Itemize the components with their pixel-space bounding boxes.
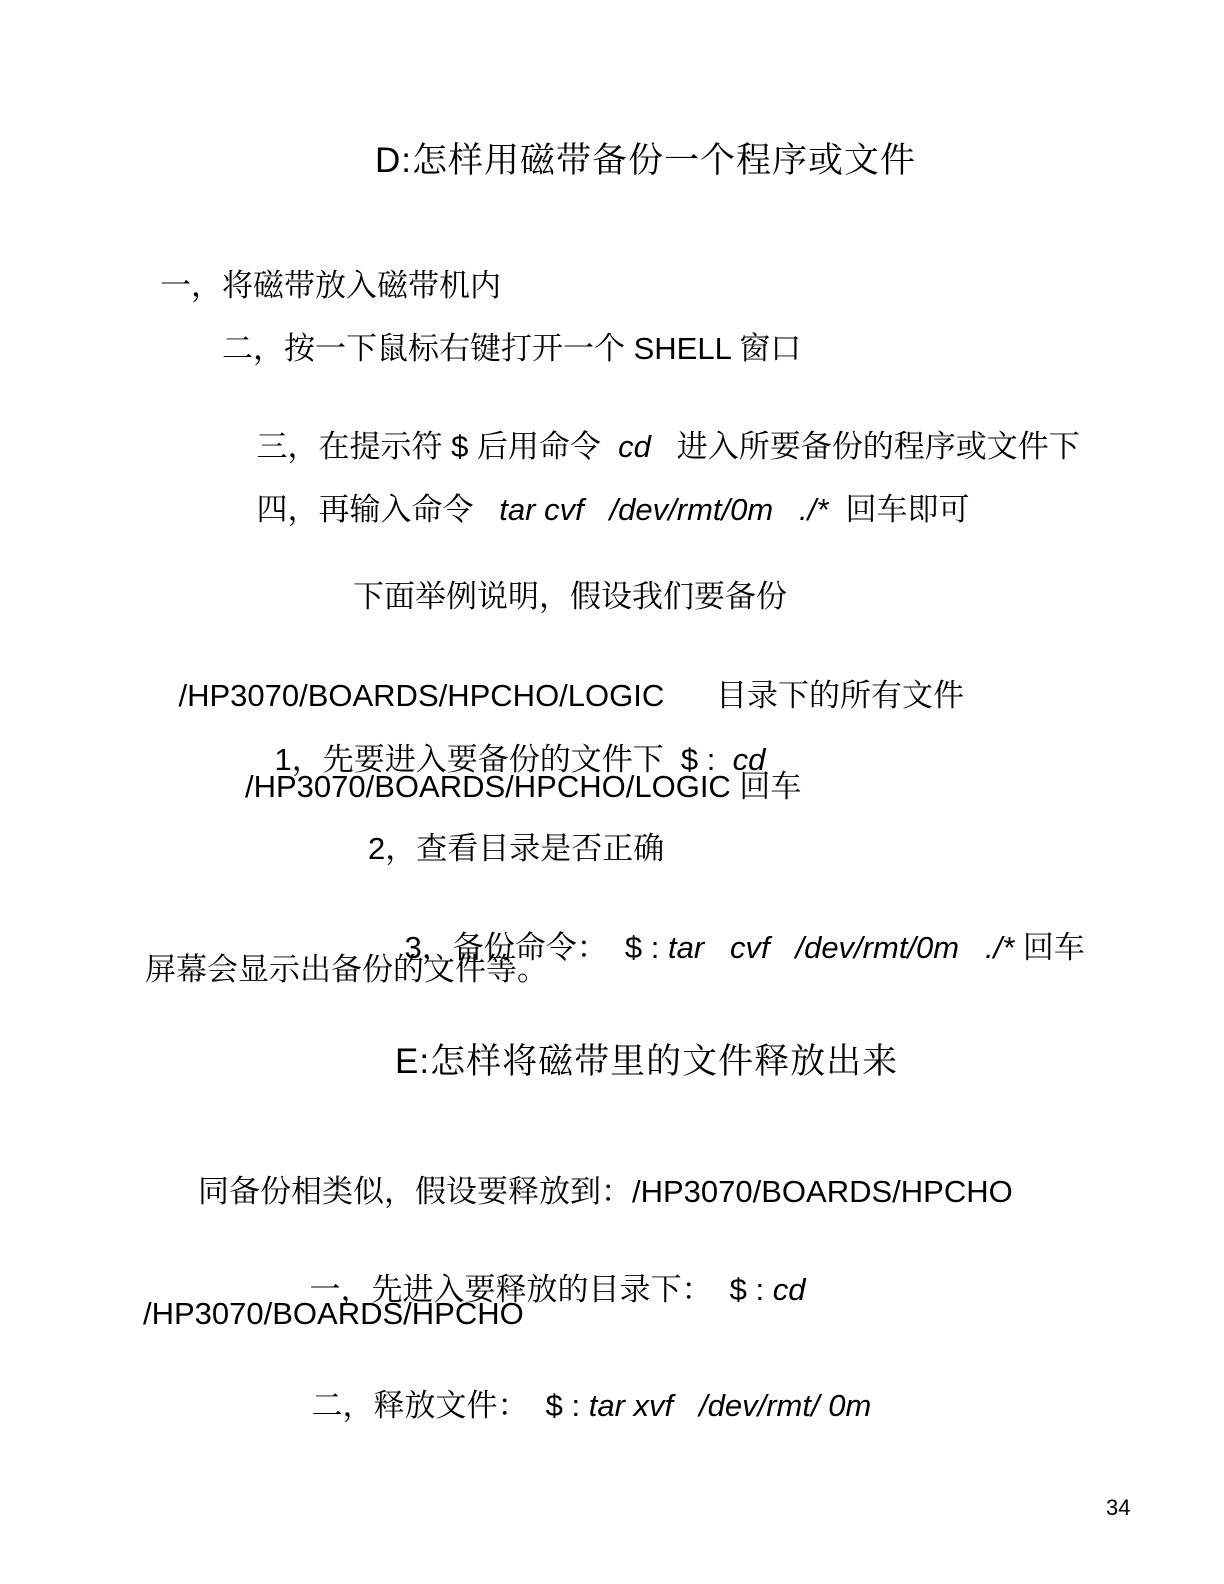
section-e-step-2-command: tar xvf /dev/rmt/ 0m: [588, 1387, 872, 1423]
example-step-1-path: /HP3070/BOARDS/HPCHO/LOGIC 回车: [245, 769, 802, 804]
section-e-step-1-command: cd: [772, 1271, 806, 1307]
step-4-text-after: 回车即可: [828, 491, 970, 527]
section-d-step-4: [222, 456, 970, 563]
example-step-1-text: 1，先要进入要备份的文件下 $ :: [274, 741, 733, 777]
step-4-text: 四，再输入命令: [256, 491, 500, 527]
section-e-step-2-text: 二，释放文件： $ :: [311, 1387, 589, 1423]
example-step-1-command: cd: [732, 741, 766, 777]
example-step-2: 2，查看目录是否正确: [368, 831, 665, 866]
example-screen-note: 屏幕会显示出备份的文件等。: [145, 952, 548, 987]
section-d-title: D:怎样用磁带备份一个程序或文件: [375, 141, 917, 180]
section-e-step-1-text: 一，先进入要释放的目录下： $ :: [309, 1271, 773, 1307]
example-directory-path: /HP3070/BOARDS/HPCHO/LOGIC: [178, 677, 665, 713]
page-number: 34: [1106, 1495, 1131, 1520]
example-path-caption: 目录下的所有文件: [664, 677, 964, 713]
step-3-command: cd: [618, 428, 651, 464]
example-intro: 下面举例说明，假设我们要备份: [353, 579, 787, 614]
step-3-text-after: 进入所要备份的程序或文件下: [650, 428, 1080, 464]
section-e-intro: 同备份相类似，假设要释放到：/HP3070/BOARDS/HPCHO: [198, 1174, 1013, 1209]
example-step-3-text: 3，备份命令： $ :: [404, 929, 668, 965]
step-4-command: tar cvf /dev/rmt/0m ./*: [499, 491, 829, 527]
example-step-3-command: tar cvf /dev/rmt/0m ./*: [668, 929, 1015, 965]
section-e-step-1-path: /HP3070/BOARDS/HPCHO: [143, 1296, 524, 1331]
section-e-title: E:怎样将磁带里的文件释放出来: [395, 1042, 899, 1081]
step-3-text: 三，在提示符 $ 后用命令: [256, 428, 619, 464]
section-d-step-1: 一，将磁带放入磁带机内: [160, 268, 501, 303]
section-d-step-2: 二，按一下鼠标右键打开一个 SHELL 窗口: [222, 331, 802, 366]
section-e-step-2: [277, 1352, 871, 1459]
example-step-3-text-after: 回车: [1014, 929, 1085, 965]
